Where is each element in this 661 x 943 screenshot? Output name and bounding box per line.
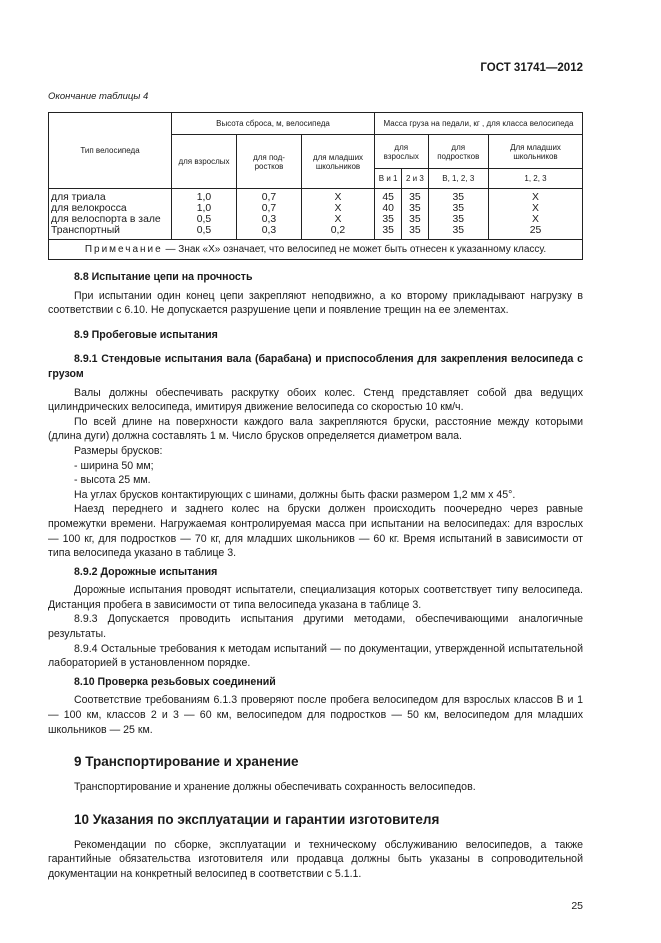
header-h-adult: для взрослых xyxy=(172,135,237,189)
standard-header: ГОСТ 31741—2012 xyxy=(480,62,583,74)
data-column xyxy=(375,189,402,240)
section-heading: 8.9 Пробеговые испытания xyxy=(74,328,218,341)
table-body xyxy=(49,189,583,240)
table-cell: 35 xyxy=(452,225,465,236)
table-cell: 0,5 xyxy=(196,214,212,225)
table-cell: 0,7 xyxy=(261,203,277,214)
data-column xyxy=(172,189,237,240)
table-note xyxy=(49,240,583,260)
table-cell: X xyxy=(532,203,539,214)
paragraph: Дорожные испытания проводят испытатели, специализация которых соответствует типу велосипеда. Дистанция пробега в зависимости от типа велосипеда указана в таблице 3. xyxy=(48,584,583,611)
paragraph: - ширина 50 мм; xyxy=(74,459,154,472)
table-cell: для велоспорта в зале xyxy=(51,214,161,225)
paragraph: 8.9.4 Остальные требования к методам испытаний — по документации, утвержденной испытательной лабораторией в установленном порядке. xyxy=(48,642,583,670)
table-cell: Транспортный xyxy=(51,225,120,236)
table-caption: Окончание таблицы 4 xyxy=(48,91,149,102)
table-cell: 35 xyxy=(409,214,421,225)
data-column xyxy=(302,189,375,240)
type-column xyxy=(49,189,172,240)
table-cell: для велокросса xyxy=(51,203,127,214)
page-number: 25 xyxy=(571,899,583,912)
paragraph: Валы должны обеспечивать раскрутку обоих колес. Стенд представляет собой два ведущих цилиндрических велосипеда, имитируя движение велосипеда со скоростью 10 км/ч. xyxy=(48,386,583,414)
data-column xyxy=(489,189,583,240)
paragraph: При испытании один конец цепи закрепляют неподвижно, а ко второму прикладывают нагрузку в соответствии с 6.10. Не допускается разрушение цепи и появление трещин на ее элементах. xyxy=(48,289,583,317)
table-cell: 0,5 xyxy=(196,225,212,236)
data-column xyxy=(428,189,489,240)
paragraph: 8.9.3 Допускается проводить испытания другими методами, обеспечивающими аналогичные результаты. xyxy=(48,613,583,641)
paragraph: Рекомендации по сборке, эксплуатации и техническому обслуживанию велосипедов, а также гарантийные обязательства изготовителя или продавца должны быть указаны в сопроводительной документации на конкретный велосипед в соответствии с 5.1.1. xyxy=(48,838,583,880)
note-label: Примечание xyxy=(84,244,163,255)
table-cell: X xyxy=(334,203,342,214)
table-4 xyxy=(48,112,583,260)
table-cell: 0,3 xyxy=(261,225,277,236)
sub-header: В и 1 xyxy=(375,169,402,189)
table-cell: 35 xyxy=(452,203,465,214)
paragraph: - высота 25 мм. xyxy=(74,474,151,487)
paragraph: Транспортирование и хранение должны обеспечивать сохранность велосипедов. xyxy=(74,781,476,794)
table-cell: 1,0 xyxy=(196,192,212,203)
table-cell: 0,3 xyxy=(261,214,277,225)
table-cell: 40 xyxy=(382,203,394,214)
table-cell: 35 xyxy=(452,214,465,225)
data-column xyxy=(402,189,428,240)
section-heading: 9 Транспортирование и хранение xyxy=(74,754,299,770)
table-cell: 0,2 xyxy=(330,225,346,236)
table-cell: 45 xyxy=(382,192,394,203)
paragraph: Наезд переднего и заднего колес на бруски должен происходить поочередно через равные промежутки времени. Нагружаемая контролируемая масса при испытании на велосипедах: для взрослых — 100 кг, для подростков — 70 кг, для младших школьников — 60 кг. Время испытаний в зависимости от типа велосипеда указано в таблице 3. xyxy=(48,503,583,560)
paragraph: По всей длине на поверхности каждого вала закрепляются бруски, расстояние между которыми (длина дуги) должна составлять 1 м. Число брусков определяется диаметром вала. xyxy=(48,415,583,443)
section-heading: 8.9.1 Стендовые испытания вала (барабана) и приспособления для закрепления велосипеда с грузом xyxy=(48,353,583,380)
section-heading: 10 Указания по эксплуатации и гарантии изготовителя xyxy=(74,811,440,827)
height-group-header: Высота сброса, м, велосипеда xyxy=(172,113,375,135)
header-m-adult: для взрослых xyxy=(375,135,429,169)
table-cell: для триала xyxy=(51,192,106,203)
table-cell: 1,0 xyxy=(196,203,212,214)
table-cell: 35 xyxy=(409,192,421,203)
col-type-header: Тип велосипеда xyxy=(49,113,172,189)
table-cell: X xyxy=(334,192,342,203)
section-heading: 8.10 Проверка резьбовых соединений xyxy=(74,675,276,688)
note-text: — Знак «X» означает, что велосипед не может быть отнесен к указанному классу. xyxy=(162,244,547,255)
header-m-teen: для подростков xyxy=(428,135,489,169)
section-heading: 8.9.2 Дорожные испытания xyxy=(74,565,218,578)
table-cell: 35 xyxy=(382,225,394,236)
table-cell: X xyxy=(334,214,342,225)
section-heading: 8.8 Испытание цепи на прочность xyxy=(74,271,253,283)
data-column xyxy=(237,189,302,240)
mass-group-header: Масса груза на педали, кг , для класса велосипеда xyxy=(375,113,583,135)
table-cell: X xyxy=(532,214,539,225)
header-m-junior: Для младших школьников xyxy=(489,135,583,169)
sub-header: 1, 2, 3 xyxy=(489,169,583,189)
table-cell: 35 xyxy=(452,192,465,203)
paragraph: Размеры брусков: xyxy=(74,444,163,457)
sub-header: 2 и 3 xyxy=(402,169,428,189)
paragraph: На углах брусков контактирующих с шинами, должны быть фаски размером 1,2 мм х 45°. xyxy=(74,488,516,501)
table-cell: 0,7 xyxy=(261,192,277,203)
header-h-teen: для под-ростков xyxy=(237,135,302,189)
table-cell: 35 xyxy=(409,203,421,214)
paragraph: Соответствие требованиям 6.1.3 проверяют после пробега велосипедом для взрослых классов В и 1 — 100 км, классов 2 и 3 — 60 км, велосипедом для подростков — 50 км, велосипедом для младших школьников — 25 км. xyxy=(48,694,583,736)
table-cell: 35 xyxy=(409,225,421,236)
sub-header: В, 1, 2, 3 xyxy=(428,169,489,189)
table-cell: 25 xyxy=(529,225,542,236)
table-cell: 35 xyxy=(382,214,394,225)
table-cell: X xyxy=(532,192,539,203)
header-h-junior: для младших школьников xyxy=(302,135,375,189)
body-text xyxy=(48,270,583,882)
